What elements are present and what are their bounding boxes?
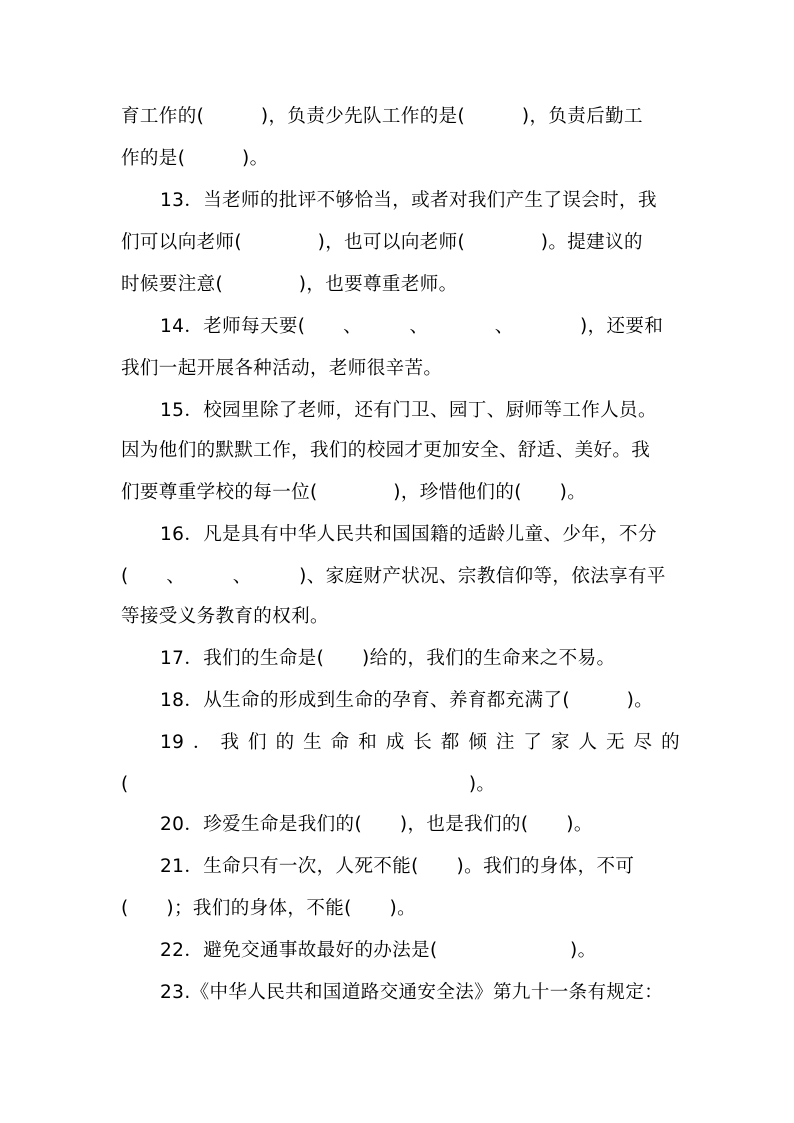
question-21: 21．生命只有一次，人死不能( )。我们的身体，不可	[160, 856, 635, 877]
text-line: ( )。	[121, 774, 496, 795]
question-14: 14．老师每天要( 、 、 、 )，还要和	[160, 316, 664, 337]
text-line: 因为他们的默默工作，我们的校园才更加安全、舒适、美好。我	[121, 440, 651, 461]
question-16: 16．凡是具有中华人民共和国国籍的适龄儿童、少年，不分	[160, 524, 657, 545]
question-23: 23.《中华人民共和国道路交通安全法》第九十一条有规定：	[160, 982, 664, 1003]
question-22: 22．避免交通事故最好的办法是( )。	[160, 940, 597, 961]
text-line: ( )；我们的身体，不能( )。	[121, 898, 417, 919]
text-line: 们可以向老师( )，也可以向老师( )。提建议的	[121, 232, 643, 253]
text-line: 等接受义务教育的权利。	[121, 606, 329, 627]
question-19: 19．我们的生命和成长都倾注了家人无尽的	[160, 732, 680, 753]
text-line: 们要尊重学校的每一位( )，珍惜他们的( )。	[121, 482, 587, 503]
question-18: 18．从生命的形成到生命的孕育、养育都充满了( )。	[160, 690, 654, 711]
text-line: ( 、 、 )、家庭财产状况、宗教信仰等，依法享有平	[121, 566, 666, 587]
text-line: 时候要注意( )，也要尊重老师。	[121, 274, 458, 295]
text-line: 育工作的( )，负责少先队工作的是( )，负责后勤工	[121, 106, 643, 127]
question-15: 15．校园里除了老师，还有门卫、园丁、厨师等工作人员。	[160, 400, 657, 421]
text-line: 我们一起开展各种活动，老师很辛苦。	[121, 358, 443, 379]
question-13: 13．当老师的批评不够恰当，或者对我们产生了误会时，我	[160, 190, 657, 211]
question-20: 20．珍爱生命是我们的( )，也是我们的( )。	[160, 814, 593, 835]
text-line: 作的是( )。	[121, 148, 269, 169]
question-17: 17．我们的生命是( )给的，我们的生命来之不易。	[160, 648, 616, 669]
